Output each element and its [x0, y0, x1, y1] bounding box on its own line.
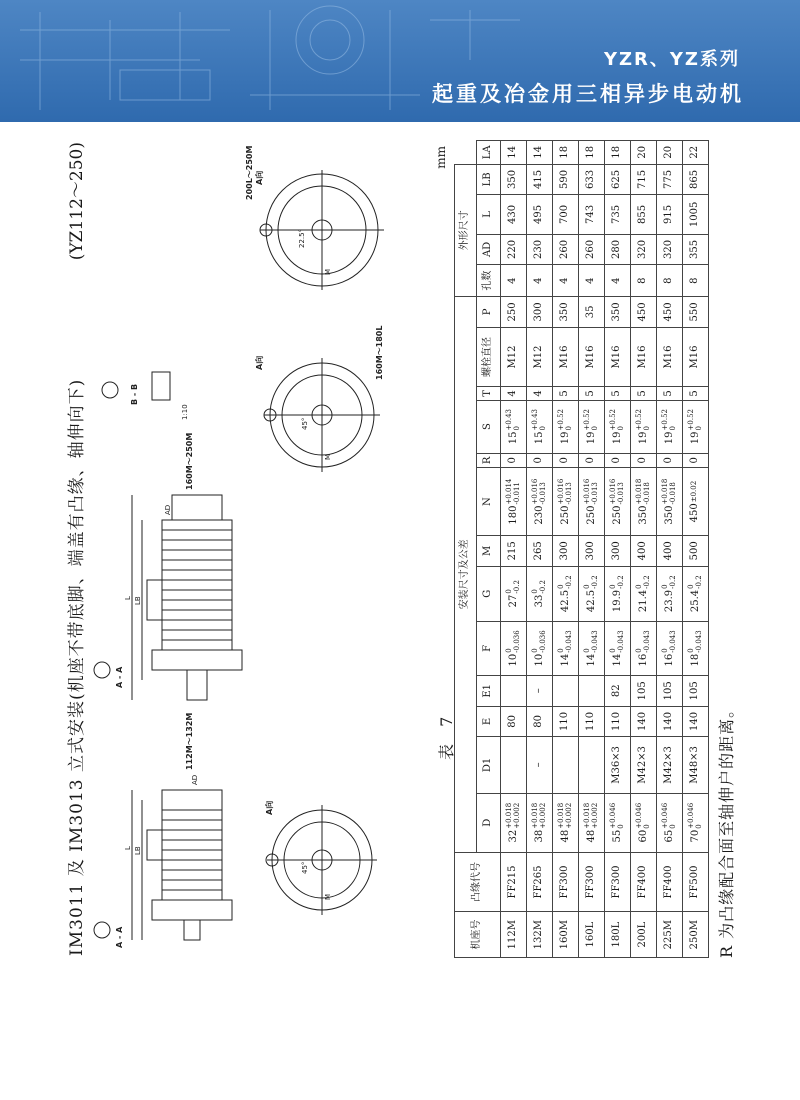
header-install-group: 安装尺寸及公差	[455, 297, 477, 853]
cell-e: 140	[683, 706, 709, 737]
tolerance: +0.018 +0.002	[582, 802, 599, 829]
label-section-aa: A - A	[115, 926, 124, 948]
cell-flange: FF400	[657, 852, 683, 912]
cell-p: 300	[527, 297, 553, 328]
cell-f: 10 0 -0.036	[527, 621, 553, 675]
cell-m: 300	[579, 536, 605, 567]
cell-n: 350 +0.018 -0.018	[657, 468, 683, 536]
cell-d: 48 +0.018 +0.002	[553, 793, 579, 852]
cell-la: 14	[501, 141, 527, 165]
header-l: L	[477, 195, 501, 234]
label-view-a-2: A向	[255, 355, 264, 370]
tolerance: +0.016 -0.013	[556, 478, 573, 505]
tolerance: +0.046 0	[634, 802, 651, 829]
cell-f: 10 0 -0.036	[501, 621, 527, 675]
dim-ad-1: AD	[191, 774, 199, 785]
tolerance: +0.43 0	[530, 409, 547, 431]
cell-e1: 82	[605, 675, 631, 706]
cell-d1: –	[527, 737, 553, 793]
header-f: F	[477, 621, 501, 675]
cell-bolt: M16	[605, 327, 631, 387]
cell-frame: 160L	[579, 912, 605, 958]
cell-d1: M42×3	[631, 737, 657, 793]
table-row	[657, 141, 683, 958]
cell-ad: 320	[657, 234, 683, 265]
cell-s: 15 +0.43 0	[501, 400, 527, 453]
table-row	[527, 141, 553, 958]
dim-taper: 1:10	[181, 404, 189, 420]
tolerance: +0.43 0	[504, 409, 521, 431]
table-row	[579, 141, 605, 958]
cell-d: 65 +0.046 0	[657, 793, 683, 852]
cell-holes: 8	[657, 265, 683, 297]
cell-la: 22	[683, 141, 709, 165]
cell-n: 230 +0.016 -0.013	[527, 468, 553, 536]
cell-g: 33 0 -0.2	[527, 566, 553, 621]
header-g: G	[477, 566, 501, 621]
tolerance: +0.018 +0.002	[530, 802, 547, 829]
tolerance: 0 -0.2	[504, 580, 521, 594]
cell-flange: FF500	[683, 852, 709, 912]
cell-l: 700	[553, 195, 579, 234]
cell-p: 550	[683, 297, 709, 328]
cell-e1: 105	[683, 675, 709, 706]
cell-f: 18 0 -0.043	[683, 621, 709, 675]
cell-lb: 590	[553, 164, 579, 195]
cell-bolt: M12	[501, 327, 527, 387]
label-section-aa-2: A - A	[115, 666, 124, 688]
cell-m: 300	[605, 536, 631, 567]
cell-e: 80	[501, 706, 527, 737]
cell-holes: 4	[605, 265, 631, 297]
cell-g: 42.5 0 -0.2	[553, 566, 579, 621]
cell-ad: 220	[501, 234, 527, 265]
drawing-112-view-a	[266, 805, 377, 915]
tolerance: +0.018 +0.002	[504, 802, 521, 829]
tolerance: +0.016 -0.013	[530, 478, 547, 505]
unit-label: mm	[434, 146, 448, 169]
tolerance: 0 -0.2	[582, 575, 599, 589]
cell-bolt: M16	[657, 327, 683, 387]
tolerance: +0.016 -0.013	[582, 478, 599, 505]
cell-m: 500	[683, 536, 709, 567]
header-t: T	[477, 387, 501, 400]
cell-t: 4	[527, 387, 553, 400]
label-112-132: 112M～132M	[185, 712, 194, 770]
cell-holes: 4	[579, 265, 605, 297]
cell-m: 400	[657, 536, 683, 567]
cell-r: 0	[501, 453, 527, 468]
header-n: N	[477, 468, 501, 536]
cell-l: 495	[527, 195, 553, 234]
drawing-160-180-view-a	[264, 358, 380, 472]
header-la: LA	[477, 141, 501, 165]
table-row	[501, 141, 527, 958]
cell-la: 18	[579, 141, 605, 165]
cell-r: 0	[631, 453, 657, 468]
label-view-a-1: A向	[265, 800, 274, 815]
tolerance: 0 -0.2	[660, 575, 677, 589]
cell-holes: 8	[631, 265, 657, 297]
dimension-table	[454, 140, 709, 958]
cell-e1: –	[527, 675, 553, 706]
cell-s: 19 +0.52 0	[631, 400, 657, 453]
cell-holes: 4	[501, 265, 527, 297]
cell-d1: M42×3	[657, 737, 683, 793]
cell-holes: 8	[683, 265, 709, 297]
series-subtitle: 起重及冶金用三相异步电动机	[432, 82, 744, 106]
cell-p: 450	[657, 297, 683, 328]
tolerance: +0.046 0	[686, 802, 703, 829]
label-160-250: 160M～250M	[185, 432, 194, 490]
cell-n: 250 +0.016 -0.013	[605, 468, 631, 536]
header-ad: AD	[477, 234, 501, 265]
cell-bolt: M16	[631, 327, 657, 387]
cell-g: 19.9 0 -0.2	[605, 566, 631, 621]
cell-l: 743	[579, 195, 605, 234]
cell-bolt: M12	[527, 327, 553, 387]
dim-lb-2: LB	[134, 596, 142, 605]
tolerance: 0 -0.043	[686, 630, 703, 653]
cell-m: 400	[631, 536, 657, 567]
header-outline-group: 外形尺寸	[455, 164, 477, 297]
cell-f: 14 0 -0.043	[579, 621, 605, 675]
cell-r: 0	[527, 453, 553, 468]
cell-frame: 200L	[631, 912, 657, 958]
tolerance: 0 -0.043	[556, 630, 573, 653]
tolerance: +0.52 0	[686, 409, 703, 431]
cell-r: 0	[657, 453, 683, 468]
cell-ad: 260	[553, 234, 579, 265]
header-r: R	[477, 453, 501, 468]
cell-s: 15 +0.43 0	[527, 400, 553, 453]
cell-p: 450	[631, 297, 657, 328]
cell-l: 430	[501, 195, 527, 234]
cell-frame: 180L	[605, 912, 631, 958]
cell-la: 14	[527, 141, 553, 165]
header-bolt: 螺栓直径	[477, 327, 501, 387]
cell-ad: 355	[683, 234, 709, 265]
table-body	[501, 141, 709, 958]
tolerance: 0 -0.036	[530, 630, 547, 653]
cell-e: 110	[579, 706, 605, 737]
cell-lb: 633	[579, 164, 605, 195]
dim-angle-3: 22.5°	[298, 228, 306, 248]
label-200-250: 200L～250M	[245, 145, 254, 200]
cell-frame: 112M	[501, 912, 527, 958]
table-row	[631, 141, 657, 958]
tolerance: 0 -0.043	[608, 630, 625, 653]
cell-l: 915	[657, 195, 683, 234]
tolerance: 0 -0.043	[634, 630, 651, 653]
cell-frame: 225M	[657, 912, 683, 958]
cell-ad: 280	[605, 234, 631, 265]
header-m: M	[477, 536, 501, 567]
cell-frame: 132M	[527, 912, 553, 958]
cell-e: 80	[527, 706, 553, 737]
header-e1: E1	[477, 675, 501, 706]
header-e: E	[477, 706, 501, 737]
cell-s: 19 +0.52 0	[553, 400, 579, 453]
cell-lb: 415	[527, 164, 553, 195]
cell-e1: 105	[657, 675, 683, 706]
cell-p: 350	[553, 297, 579, 328]
cell-ad: 320	[631, 234, 657, 265]
cell-d1: M48×3	[683, 737, 709, 793]
cell-e1	[579, 675, 605, 706]
tolerance: +0.52 0	[582, 409, 599, 431]
cell-flange: FF215	[501, 852, 527, 912]
cell-e1	[501, 675, 527, 706]
header-frame: 机座号	[455, 912, 501, 958]
cell-bolt: M16	[683, 327, 709, 387]
cell-n: 250 +0.016 -0.013	[553, 468, 579, 536]
column-header-row	[477, 141, 501, 958]
cell-g: 23.9 0 -0.2	[657, 566, 683, 621]
cell-s: 19 +0.52 0	[683, 400, 709, 453]
model-range: (YZ112～250)	[67, 142, 87, 261]
header-holes: 孔数	[477, 265, 501, 297]
cell-e: 140	[631, 706, 657, 737]
cell-p: 35	[579, 297, 605, 328]
cell-flange: FF300	[553, 852, 579, 912]
cell-l: 735	[605, 195, 631, 234]
cell-la: 18	[553, 141, 579, 165]
dim-ad-2: AD	[164, 504, 172, 515]
drawing-160-250-side	[132, 495, 242, 700]
cell-l: 855	[631, 195, 657, 234]
cell-r: 0	[605, 453, 631, 468]
dim-angle-2: 45°	[301, 417, 309, 430]
cell-g: 25.4 0 -0.2	[683, 566, 709, 621]
tolerance: +0.046 0	[608, 802, 625, 829]
cell-s: 19 +0.52 0	[657, 400, 683, 453]
tolerance: +0.52 0	[556, 409, 573, 431]
header-p: P	[477, 297, 501, 328]
cell-d: 70 +0.046 0	[683, 793, 709, 852]
cell-flange: FF300	[579, 852, 605, 912]
dim-m-1: M	[324, 893, 332, 900]
cell-r: 0	[553, 453, 579, 468]
cell-bolt: M16	[553, 327, 579, 387]
tolerance: +0.018 -0.018	[660, 478, 677, 505]
tolerance: 0 -0.2	[530, 580, 547, 594]
cell-n: 180 +0.014 -0.011	[501, 468, 527, 536]
tolerance: +0.018 +0.002	[556, 802, 573, 829]
cell-s: 19 +0.52 0	[579, 400, 605, 453]
tolerance: 0 -0.2	[608, 575, 625, 589]
cell-n: 250 +0.016 -0.013	[579, 468, 605, 536]
tolerance: +0.018 -0.018	[634, 478, 651, 505]
cell-t: 4	[501, 387, 527, 400]
cell-d1	[579, 737, 605, 793]
cell-d: 55 +0.046 0	[605, 793, 631, 852]
tolerance: 0 -0.043	[582, 630, 599, 653]
cell-f: 14 0 -0.043	[553, 621, 579, 675]
cell-t: 5	[579, 387, 605, 400]
cell-n: 350 +0.018 -0.018	[631, 468, 657, 536]
cell-frame: 160M	[553, 912, 579, 958]
tolerance: ±0.02	[689, 480, 698, 503]
header-d: D	[477, 793, 501, 852]
cell-e: 110	[553, 706, 579, 737]
cell-e: 140	[657, 706, 683, 737]
cell-p: 350	[605, 297, 631, 328]
tolerance: +0.52 0	[634, 409, 651, 431]
label-view-a-3: A向	[255, 170, 264, 185]
tolerance: +0.016 -0.013	[608, 478, 625, 505]
series-title: YZR、YZ系列	[603, 49, 740, 70]
dim-m-2: M	[324, 453, 332, 460]
cell-la: 20	[657, 141, 683, 165]
cell-e1	[553, 675, 579, 706]
table-row	[605, 141, 631, 958]
cell-r: 0	[683, 453, 709, 468]
cell-f: 16 0 -0.043	[631, 621, 657, 675]
header-banner	[0, 0, 800, 122]
cell-t: 5	[553, 387, 579, 400]
cell-d: 48 +0.018 +0.002	[579, 793, 605, 852]
cell-g: 27 0 -0.2	[501, 566, 527, 621]
cell-g: 21.4 0 -0.2	[631, 566, 657, 621]
cell-m: 300	[553, 536, 579, 567]
tolerance: +0.52 0	[608, 409, 625, 431]
tolerance: 0 -0.2	[556, 575, 573, 589]
cell-ad: 260	[579, 234, 605, 265]
dim-lb-1: LB	[134, 846, 142, 855]
rotated-page-body	[62, 138, 740, 960]
cell-flange: FF400	[631, 852, 657, 912]
cell-flange: FF265	[527, 852, 553, 912]
dim-l-2: L	[124, 596, 132, 600]
cell-m: 265	[527, 536, 553, 567]
dim-m-3: M	[324, 268, 332, 275]
cell-d: 38 +0.018 +0.002	[527, 793, 553, 852]
tolerance: 0 -0.2	[634, 575, 651, 589]
cell-t: 5	[631, 387, 657, 400]
cell-f: 14 0 -0.043	[605, 621, 631, 675]
label-160-180: 160M～180L	[375, 325, 384, 380]
tolerance: 0 -0.2	[686, 575, 703, 589]
page-heading: IM3011 及 IM3013 立式安装(机座不带底脚、端盖有凸缘、轴伸向下)	[67, 378, 87, 956]
header-flange: 凸缘代号	[455, 852, 501, 912]
cell-r: 0	[579, 453, 605, 468]
cell-p: 250	[501, 297, 527, 328]
cell-d1: M36×3	[605, 737, 631, 793]
table-row	[683, 141, 709, 958]
cell-d1	[501, 737, 527, 793]
cell-d: 32 +0.018 +0.002	[501, 793, 527, 852]
table-row	[553, 141, 579, 958]
cell-n: 450 ±0.02	[683, 468, 709, 536]
dim-angle-1: 45°	[301, 861, 309, 874]
cell-t: 5	[605, 387, 631, 400]
drawing-200-250-view-a	[260, 170, 384, 290]
cell-la: 20	[631, 141, 657, 165]
cell-d: 60 +0.046 0	[631, 793, 657, 852]
cell-d1	[553, 737, 579, 793]
cell-la: 18	[605, 141, 631, 165]
tolerance: +0.014 -0.011	[504, 478, 521, 505]
tolerance: +0.046 0	[660, 802, 677, 829]
header-lb: LB	[477, 164, 501, 195]
cell-holes: 4	[527, 265, 553, 297]
tolerance: 0 -0.036	[504, 630, 521, 653]
cell-s: 19 +0.52 0	[605, 400, 631, 453]
cell-f: 16 0 -0.043	[657, 621, 683, 675]
cell-frame: 250M	[683, 912, 709, 958]
cell-ad: 230	[527, 234, 553, 265]
header-s: S	[477, 400, 501, 453]
cell-bolt: M16	[579, 327, 605, 387]
cell-flange: FF300	[605, 852, 631, 912]
drawing-112-132-side	[132, 790, 232, 940]
technical-drawings	[92, 138, 392, 960]
cell-e: 110	[605, 706, 631, 737]
cell-e1: 105	[631, 675, 657, 706]
cell-holes: 4	[553, 265, 579, 297]
cell-lb: 715	[631, 164, 657, 195]
cell-lb: 865	[683, 164, 709, 195]
table-number: 表 7	[437, 710, 456, 760]
cell-g: 42.5 0 -0.2	[579, 566, 605, 621]
dim-l-1: L	[124, 846, 132, 850]
cell-l: 1005	[683, 195, 709, 234]
label-section-bb: B - B	[130, 383, 139, 405]
cell-t: 5	[683, 387, 709, 400]
tolerance: 0 -0.043	[660, 630, 677, 653]
header-d1: D1	[477, 737, 501, 793]
cell-lb: 350	[501, 164, 527, 195]
footnote: R 为凸缘配合面至轴伸户的距离。	[717, 700, 736, 958]
cell-lb: 625	[605, 164, 631, 195]
cell-m: 215	[501, 536, 527, 567]
cell-lb: 775	[657, 164, 683, 195]
tolerance: +0.52 0	[660, 409, 677, 431]
cell-t: 5	[657, 387, 683, 400]
